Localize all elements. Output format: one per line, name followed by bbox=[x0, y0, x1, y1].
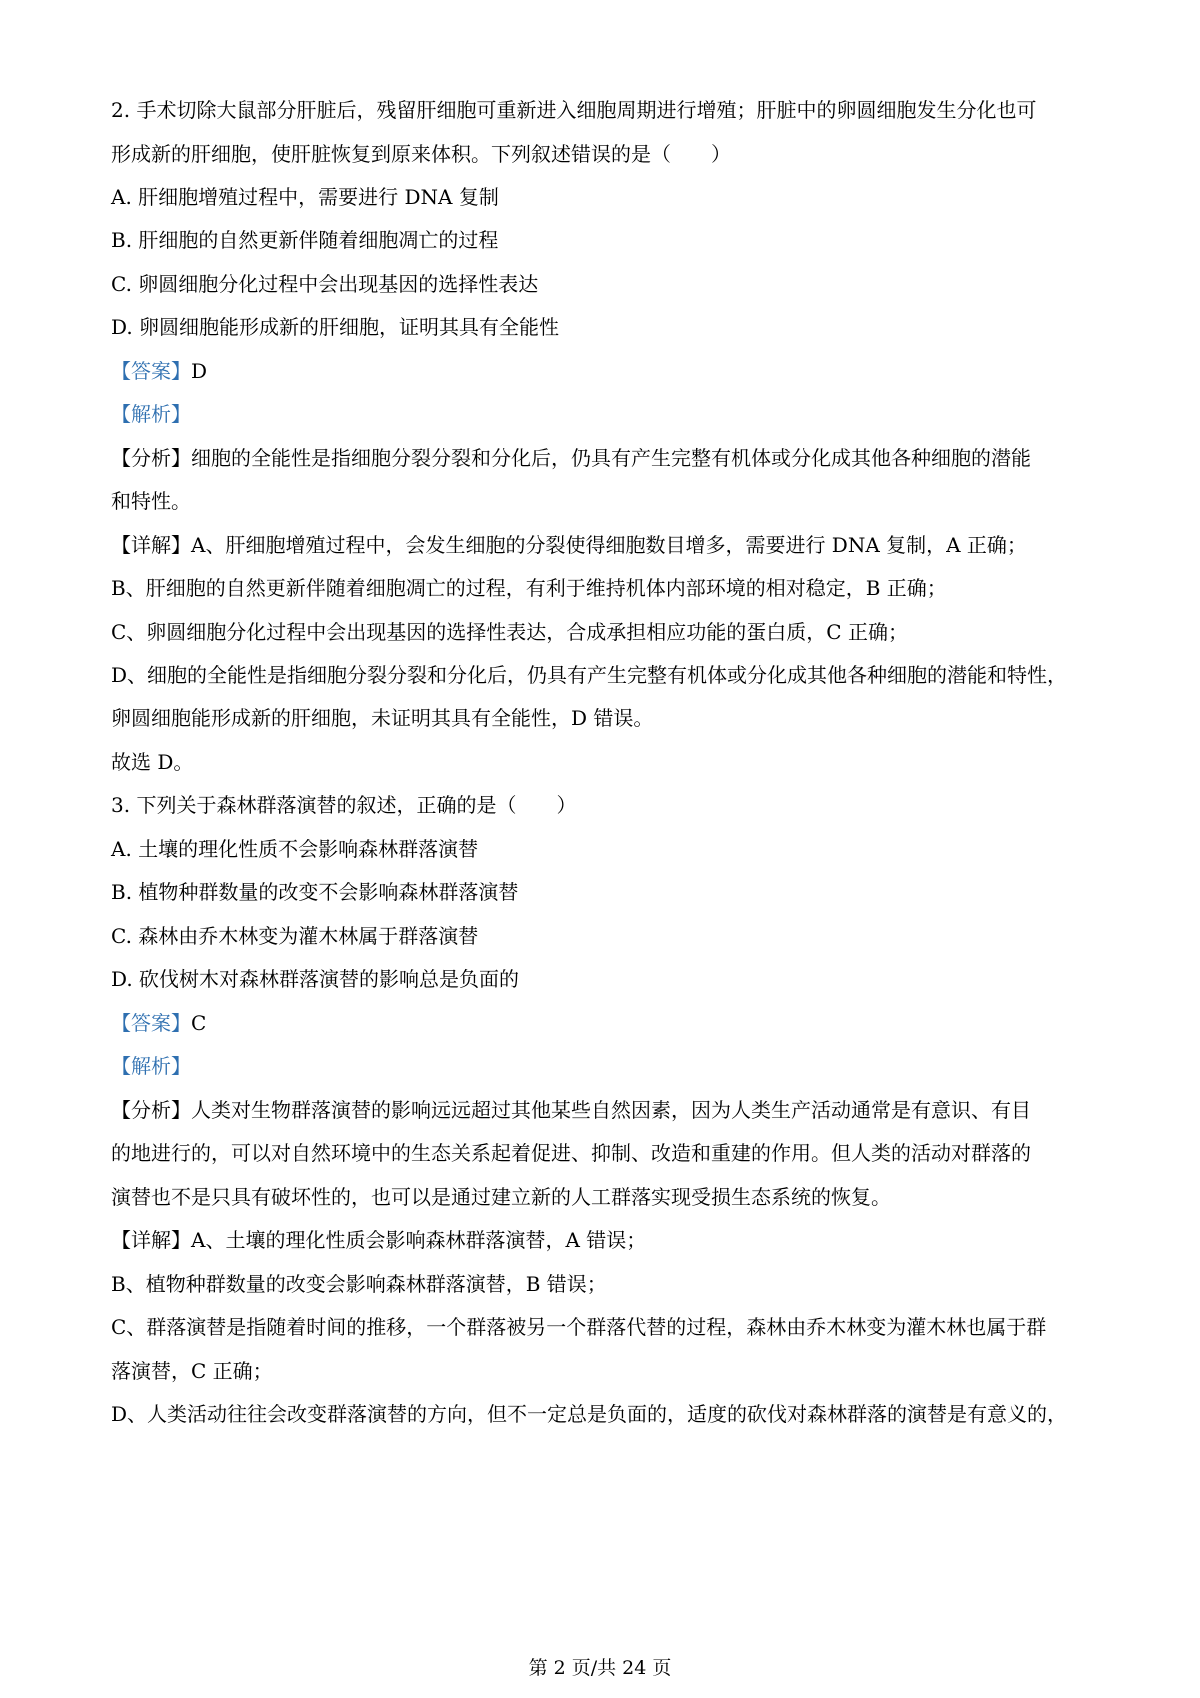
q3-fenxi-text-1: 人类对生物群落演替的影响远远超过其他某些自然因素，因为人类生产活动通常是有意识、有目 bbox=[191, 1098, 1031, 1122]
q2-option-b: B. 肝细胞的自然更新伴随着细胞凋亡的过程 bbox=[111, 228, 499, 252]
q2-detail-line-5: 卵圆细胞能形成新的肝细胞，未证明其具有全能性，D 错误。 bbox=[111, 706, 654, 730]
q2-fenxi-line-1 bbox=[111, 444, 1031, 472]
q2-conclusion: 故选 D。 bbox=[111, 750, 194, 774]
q2-detail-line-3: C、卵圆细胞分化过程中会出现基因的选择性表达，合成承担相应功能的蛋白质，C 正确； bbox=[111, 620, 908, 644]
q3-answer-tag: 【答案】 bbox=[111, 1011, 191, 1035]
q2-option-a: A. 肝细胞增殖过程中，需要进行 DNA 复制 bbox=[111, 185, 499, 209]
q3-analysis-heading bbox=[111, 1052, 191, 1080]
q2-detail-line-1 bbox=[111, 531, 1027, 559]
q2-detail-tag: 【详解】 bbox=[111, 533, 191, 557]
q2-option-c: C. 卵圆细胞分化过程中会出现基因的选择性表达 bbox=[111, 272, 539, 296]
q2-fenxi-text-1: 细胞的全能性是指细胞分裂分裂和分化后，仍具有产生完整有机体或分化成其他各种细胞的潜能 bbox=[191, 446, 1031, 470]
q3-fenxi-tag: 【分析】 bbox=[111, 1098, 191, 1122]
q2-answer-value: D bbox=[191, 359, 208, 383]
q2-option-d: D. 卵圆细胞能形成新的肝细胞，证明其具有全能性 bbox=[111, 315, 560, 339]
q3-detail-text-1: A、土壤的理化性质会影响森林群落演替，A 错误； bbox=[191, 1228, 647, 1252]
q2-fenxi-tag: 【分析】 bbox=[111, 446, 191, 470]
page-number-footer: 第 2 页/共 24 页 bbox=[528, 1657, 672, 1679]
q3-fenxi-line-1 bbox=[111, 1096, 1031, 1124]
q3-stem: 3. 下列关于森林群落演替的叙述，正确的是（ ） bbox=[111, 793, 577, 817]
q3-answer bbox=[111, 1009, 206, 1037]
q3-answer-value: C bbox=[191, 1011, 207, 1035]
q2-answer bbox=[111, 357, 207, 385]
q3-option-c: C. 森林由乔木林变为灌木林属于群落演替 bbox=[111, 924, 479, 948]
q2-stem-line-1: 2. 手术切除大鼠部分肝脏后，残留肝细胞可重新进入细胞周期进行增殖；肝脏中的卵圆细胞发生分化也可 bbox=[111, 98, 1037, 122]
q3-detail-line-3: C、群落演替是指随着时间的推移，一个群落被另一个群落代替的过程，森林由乔木林变为灌木林也属于群 bbox=[111, 1315, 1047, 1339]
q2-answer-tag: 【答案】 bbox=[111, 359, 191, 383]
q2-detail-line-4: D、细胞的全能性是指细胞分裂分裂和分化后，仍具有产生完整有机体或分化成其他各种细胞的潜能和特性， bbox=[111, 663, 1068, 687]
q3-fenxi-line-3: 演替也不是只具有破坏性的，也可以是通过建立新的人工群落实现受损生态系统的恢复。 bbox=[111, 1185, 891, 1209]
q3-option-a: A. 土壤的理化性质不会影响森林群落演替 bbox=[111, 837, 479, 861]
q3-option-b: B. 植物种群数量的改变不会影响森林群落演替 bbox=[111, 880, 519, 904]
q3-analysis-tag: 【解析】 bbox=[111, 1054, 191, 1078]
q2-detail-line-2: B、肝细胞的自然更新伴随着细胞凋亡的过程，有利于维持机体内部环境的相对稳定，B 正确； bbox=[111, 576, 947, 600]
q2-analysis-heading bbox=[111, 400, 191, 428]
q3-option-d: D. 砍伐树木对森林群落演替的影响总是负面的 bbox=[111, 967, 520, 991]
q3-detail-line-1 bbox=[111, 1226, 646, 1254]
q2-stem-line-2: 形成新的肝细胞，使肝脏恢复到原来体积。下列叙述错误的是（ ） bbox=[111, 142, 731, 166]
q2-analysis-tag: 【解析】 bbox=[111, 402, 191, 426]
q3-fenxi-line-2: 的地进行的，可以对自然环境中的生态关系起着促进、抑制、改造和重建的作用。但人类的活动对群落的 bbox=[111, 1141, 1031, 1165]
q3-detail-line-4: 落演替，C 正确； bbox=[111, 1359, 273, 1383]
q3-detail-line-2: B、植物种群数量的改变会影响森林群落演替，B 错误； bbox=[111, 1272, 607, 1296]
q2-detail-text-1: A、肝细胞增殖过程中，会发生细胞的分裂使得细胞数目增多，需要进行 DNA 复制，A 正确； bbox=[191, 533, 1027, 557]
q2-fenxi-line-2: 和特性。 bbox=[111, 489, 191, 513]
q3-detail-line-5: D、人类活动往往会改变群落演替的方向，但不一定总是负面的，适度的砍伐对森林群落的演替是有意义的， bbox=[111, 1402, 1068, 1426]
q3-detail-tag: 【详解】 bbox=[111, 1228, 191, 1252]
